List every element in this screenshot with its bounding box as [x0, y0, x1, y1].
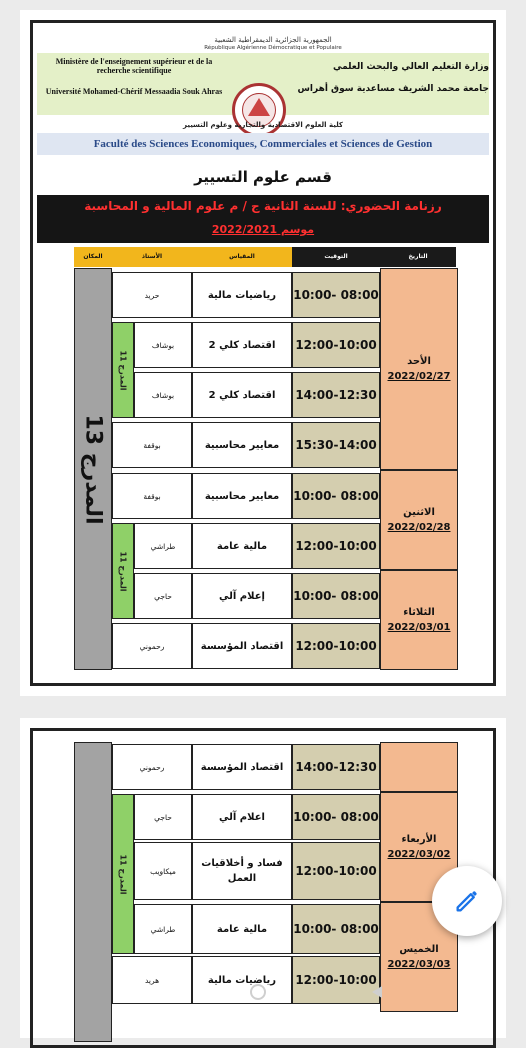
- time-cell: 10:00- 08:00: [292, 573, 380, 619]
- day-cell-monday: [380, 470, 458, 570]
- module-cell: اقتصاد كلي 2: [192, 372, 292, 418]
- time-cell: 14:00-12:30: [292, 744, 380, 790]
- prof-cell: ميكاويب: [134, 842, 192, 900]
- time-cell: 12:00-10:00: [292, 842, 380, 900]
- module-cell: اقتصاد كلي 2: [192, 322, 292, 368]
- time-cell: 12:00-10:00: [292, 956, 380, 1004]
- col-header-place: المكان: [74, 247, 112, 267]
- prof-cell: حريد: [112, 272, 192, 318]
- back-nav-icon[interactable]: [372, 986, 382, 998]
- module-cell: رياضيات مالية: [192, 956, 292, 1004]
- home-nav-icon[interactable]: [250, 984, 266, 1000]
- prof-cell: طراشي: [134, 904, 192, 954]
- ministry-ar: وزارة التعليم العالي والبحث العلمي: [332, 62, 489, 72]
- time-cell: 15:30-14:00: [292, 422, 380, 468]
- faculty-fr: Faculté des Sciences Economiques, Commerciales et Sciences de Gestion: [37, 133, 489, 155]
- republic-fr: République Algérienne Démocratique et Populaire: [204, 45, 342, 51]
- schedule-banner: [37, 195, 489, 243]
- ministry-fr: Ministère de l'enseignement supérieur et de la recherche scientifique: [55, 57, 213, 75]
- faculty-ar: كلية العلوم الاقتصادية والتجارية وعلوم التسيير: [182, 121, 343, 129]
- schedule-season: موسم 2022/2021: [211, 223, 315, 236]
- prof-cell: بوقفة: [112, 473, 192, 519]
- day-cell-tuesday: [380, 570, 458, 670]
- day-cell-continued: [380, 742, 458, 792]
- module-cell: فساد و أخلاقيات العمل: [192, 842, 292, 900]
- day-name: الأحد: [407, 356, 431, 367]
- day-date: 2022/02/27: [387, 371, 451, 382]
- prof-cell: بوشاف: [134, 372, 192, 418]
- time-cell: 10:00- 08:00: [292, 794, 380, 840]
- day-date: 2022/03/02: [387, 849, 451, 860]
- prof-cell: رحموني: [112, 623, 192, 669]
- time-cell: 10:00- 08:00: [292, 904, 380, 954]
- amphi-11-label: المدرج 11: [118, 550, 128, 592]
- university-fr: Université Mohamed-Chérif Messaadia Souk Ahras: [45, 87, 223, 96]
- time-cell: 12:00-10:00: [292, 523, 380, 569]
- module-cell: رياضيات مالية: [192, 272, 292, 318]
- department-title: قسم علوم التسيير: [194, 168, 332, 186]
- amphi-11-cell: [112, 322, 134, 418]
- logo-emblem: [248, 98, 270, 116]
- amphi-11-cell: [112, 523, 134, 619]
- module-cell: اقتصاد المؤسسة: [192, 623, 292, 669]
- day-name: الخميس: [399, 944, 439, 955]
- document-page-1: [20, 10, 506, 696]
- col-header-module: المقياس: [192, 247, 292, 267]
- col-header-date: التاريخ: [380, 247, 456, 267]
- edit-pencil-icon: [453, 887, 481, 915]
- prof-cell: رحموني: [112, 744, 192, 790]
- day-name: الاثنين: [403, 507, 435, 518]
- prof-cell: هريد: [112, 956, 192, 1004]
- day-date: 2022/02/28: [387, 522, 451, 533]
- prof-cell: بوقفة: [112, 422, 192, 468]
- prof-cell: حاجي: [134, 794, 192, 840]
- edit-fab-button[interactable]: [432, 866, 502, 936]
- day-name: الأربعاء: [401, 834, 437, 845]
- day-date: 2022/03/01: [387, 622, 451, 633]
- time-cell: 10:00- 08:00: [292, 473, 380, 519]
- module-cell: معايير محاسبية: [192, 422, 292, 468]
- time-cell: 12:00-10:00: [292, 623, 380, 669]
- amphi-13-cell: [74, 268, 112, 670]
- schedule-title: رزنامة الحضوري: للسنة الثانية ج / م علوم المالية و المحاسبة: [84, 199, 442, 213]
- module-cell: إعلام آلي: [192, 573, 292, 619]
- module-cell: مالية عامة: [192, 904, 292, 954]
- col-header-professor: الأستاذ: [112, 247, 192, 267]
- module-cell: مالية عامة: [192, 523, 292, 569]
- day-cell-sunday: [380, 268, 458, 470]
- time-cell: 12:00-10:00: [292, 322, 380, 368]
- prof-cell: بوشاف: [134, 322, 192, 368]
- prof-cell: حاجي: [134, 573, 192, 619]
- col-header-time: التوقيت: [292, 247, 380, 267]
- module-cell: اقتصاد المؤسسة: [192, 744, 292, 790]
- time-cell: 14:00-12:30: [292, 372, 380, 418]
- republic-ar: الجمهورية الجزائرية الديمقراطية الشعبية: [214, 36, 332, 44]
- university-ar: جامعة محمد الشريف مساعدية سوق أهراس: [297, 84, 489, 94]
- day-date: 2022/03/03: [387, 959, 451, 970]
- amphi-11-label: المدرج 11: [118, 349, 128, 391]
- module-cell: اعلام آلي: [192, 794, 292, 840]
- header-band: [37, 53, 489, 115]
- amphi-column: [74, 742, 112, 1042]
- day-name: الثلاثاء: [403, 607, 435, 618]
- amphi-11-label: المدرج 11: [118, 853, 128, 895]
- amphi-11-cell: [112, 794, 134, 954]
- time-cell: 10:00- 08:00: [292, 272, 380, 318]
- prof-cell: طراشي: [134, 523, 192, 569]
- module-cell: معايير محاسبية: [192, 473, 292, 519]
- amphi-13-label: المدرج 13: [80, 413, 106, 525]
